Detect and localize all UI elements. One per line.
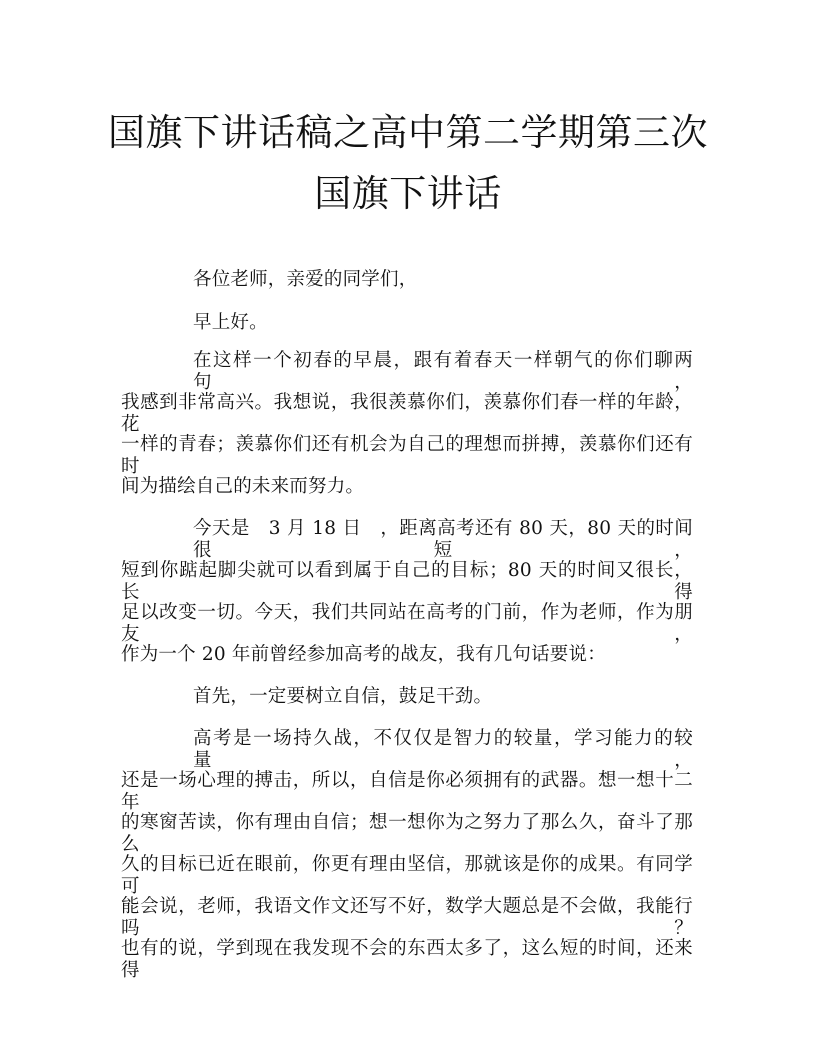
paragraph-line: 首先，一定要树立自信，鼓足干劲。 — [193, 686, 493, 707]
paragraph-line: 作为一个 20 年前曾经参加高考的战友，我有几句话要说： — [121, 644, 606, 665]
paragraph-line: 各位老师，亲爱的同学们， — [193, 269, 418, 290]
paragraph-line: 今天是 3 月 18 日 ，距离高考还有 80 天，80 天的时间很短， — [193, 518, 693, 561]
paragraph-line: 高考是一场持久战，不仅仅是智力的较量，学习能力的较量， — [193, 728, 693, 771]
paragraph-line: 也有的说，学到现在我发现不会的东西太多了，这么短的时间，还来得 — [121, 938, 693, 981]
paragraph-line: 一样的青春；羡慕你们还有机会为自己的理想而拼搏，羡慕你们还有时 — [121, 434, 693, 477]
paragraph-line: 我感到非常高兴。我想说，我很羡慕你们，羡慕你们春一样的年龄，花 — [121, 392, 693, 435]
document-title-line-1: 国旗下讲话稿之高中第二学期第三次 — [108, 111, 708, 154]
paragraph-line: 足以改变一切。今天，我们共同站在高考的门前，作为老师，作为朋友， — [121, 602, 693, 645]
paragraph-line: 还是一场心理的搏击，所以，自信是你必须拥有的武器。想一想十二年 — [121, 770, 693, 813]
paragraph-line: 久的目标已近在眼前，你更有理由坚信，那就该是你的成果。有同学可 — [121, 854, 693, 897]
document-title-line-2: 国旗下讲话 — [314, 172, 502, 215]
paragraph-line: 在这样一个初春的早晨，跟有着春天一样朝气的你们聊两句， — [193, 350, 693, 393]
paragraph-line: 能会说，老师，我语文作文还写不好，数学大题总是不会做，我能行吗？ — [121, 896, 693, 939]
paragraph-line: 早上好。 — [193, 312, 268, 333]
paragraph-line: 短到你踮起脚尖就可以看到属于自己的目标；80 天的时间又很长，长得 — [121, 560, 693, 603]
paragraph-line: 的寒窗苦读，你有理由自信；想一想你为之努力了那么久，奋斗了那么 — [121, 812, 693, 855]
paragraph-line: 间为描绘自己的未来而努力。 — [121, 476, 365, 497]
